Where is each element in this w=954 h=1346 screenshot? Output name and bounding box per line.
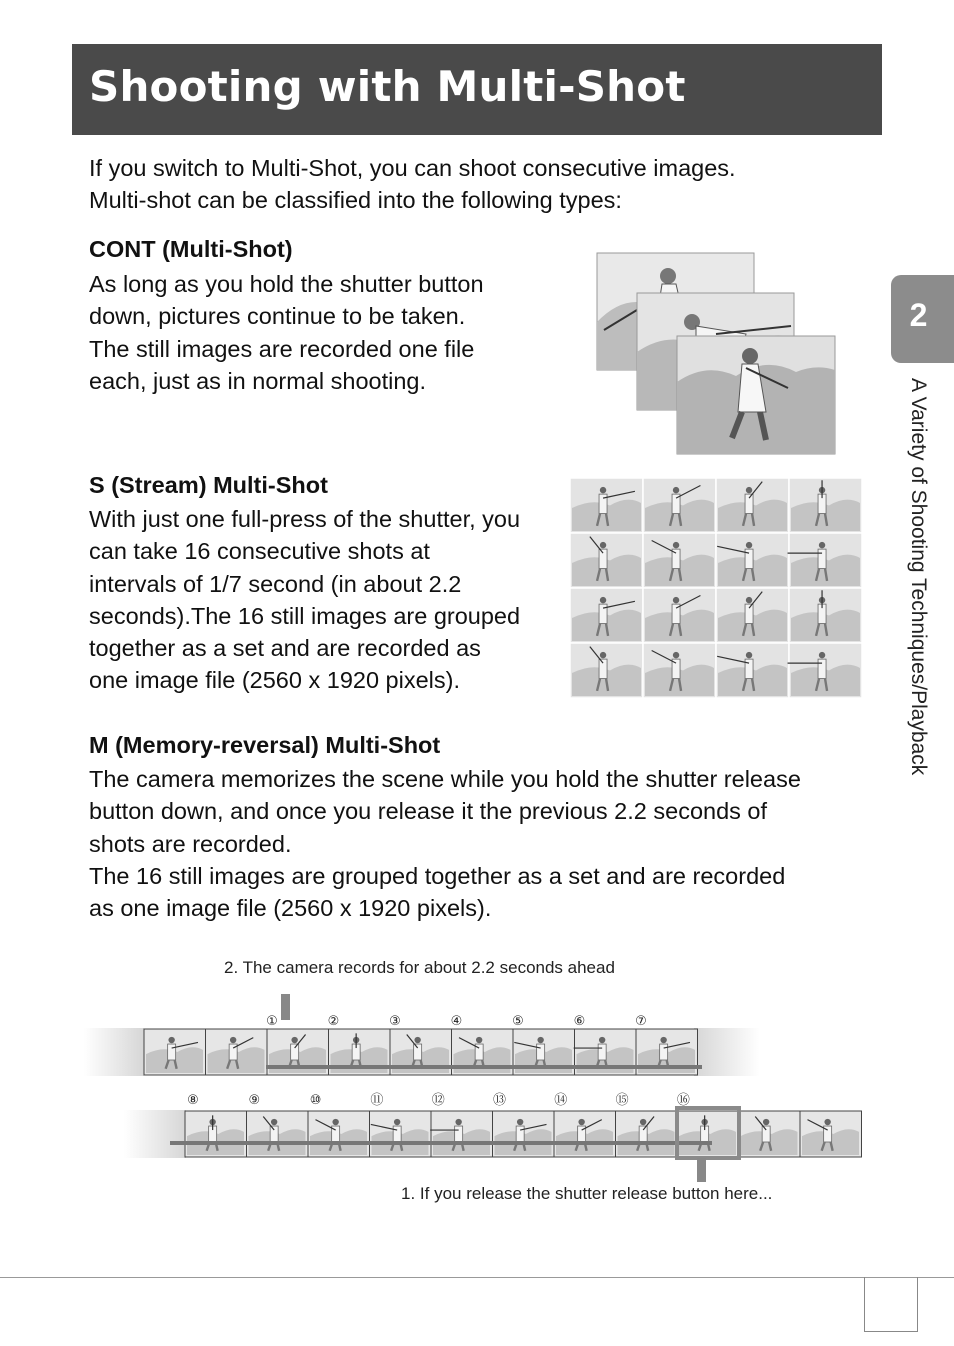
row2-frame-number: ⑫ [431,1093,445,1108]
intro-paragraph [89,152,736,217]
row2-frame-number: ⑧ [187,1093,199,1108]
cont-heading: CONT (Multi-Shot) [89,236,293,262]
cont-line: each, just as in normal shooting. [89,367,427,394]
row1-fade-right [694,1028,760,1076]
stream-grid-image [570,478,862,698]
title-bar [72,44,882,135]
chapter-number: 2 [909,297,928,333]
row2-frame [739,1111,801,1157]
stream-frame [643,478,716,533]
row1-frame-number: ⑥ [573,1014,586,1029]
diagram-caption-top: 2. The camera records for about 2.2 seconds ahead [224,958,615,977]
stream-frame [643,533,716,588]
diagram-caption-bottom: 1. If you release the shutter release button here... [401,1184,773,1203]
intro-line: If you switch to Multi-Shot, you can shoot consecutive images. [89,155,736,181]
stream-frame [643,588,716,643]
memory-line: The camera memorizes the scene while you hold the shutter release [89,766,801,792]
stream-line: With just one full-press of the shutter, you [89,506,521,532]
stream-frame [716,643,789,698]
stream-frame [716,588,789,643]
row2-frame [308,1111,370,1157]
footer-rule [0,1277,954,1278]
row2-frame [185,1111,247,1157]
stream-frame [788,643,862,698]
memory-paragraph [89,763,801,924]
stream-frame [789,478,862,533]
chapter-title: A Variety of Shooting Techniques/Playback [907,378,930,776]
stream-frame [788,533,862,588]
stream-line: can take 16 consecutive shots at [89,538,430,565]
row1-frame-number: ⑤ [512,1014,524,1029]
page-number-box [864,1277,918,1332]
stream-frame [570,643,643,698]
row2-frame-number: ⑪ [370,1093,384,1108]
row2-frame [247,1111,309,1157]
row2-frame [493,1111,555,1157]
row2-frame [800,1111,862,1157]
stream-line: seconds).The 16 still images are grouped [89,602,521,629]
row2-frame-number: ⑨ [248,1093,261,1108]
row1-frame-number: ② [327,1014,340,1029]
cont-photo-3 [677,336,835,454]
row2-fade-left [124,1110,186,1158]
row2-frame [430,1111,492,1157]
row1-fade-left [84,1028,144,1076]
cont-line: down, pictures continue to be taken. [89,303,466,330]
chapter-tab [891,275,954,363]
row2-range-bar [170,1141,712,1145]
stream-frame [716,478,789,533]
stream-heading: S (Stream) Multi-Shot [89,472,328,498]
cont-line: The still images are recorded one file [89,335,475,362]
memory-line: button down, and once you release it the previous 2.2 seconds of [89,798,768,825]
stream-paragraph [89,503,520,697]
memory-heading: M (Memory-reversal) Multi-Shot [89,732,441,758]
release-marker [697,1158,706,1182]
intro-line: Multi-shot can be classified into the following types: [89,187,622,214]
row2-frame-number: ⑮ [615,1093,629,1108]
row2-frame-number: ⑭ [554,1093,568,1108]
cont-illustration [596,252,838,456]
memory-line: The 16 still images are grouped together as a set and are recorded [89,862,786,889]
memory-line: shots are recorded. [89,830,292,857]
cont-line: As long as you hold the shutter button [89,271,484,297]
row1-frame-number: ⑦ [635,1014,647,1029]
row2-frame-number: ⑩ [309,1093,322,1108]
row2-frame-number: ⑬ [492,1093,507,1108]
stream-frame [643,643,716,698]
page-title: Shooting with Multi-Shot [89,62,686,111]
row2-frame [370,1111,432,1157]
row1-frame-number: ④ [450,1014,463,1029]
stream-frame [570,588,643,643]
row2-frame-number: ⑯ [676,1093,690,1108]
stream-frame [570,478,643,533]
row1-frame [144,1029,206,1075]
row1-range-bar [266,1065,702,1069]
memory-reversal-diagram [84,990,874,1186]
row1-frame-number: ① [266,1014,278,1029]
row2-frame [554,1111,616,1157]
row2-frame [677,1111,739,1157]
stream-line: one image file (2560 x 1920 pixels). [89,667,460,694]
stream-frame [570,533,643,588]
row1-frame-number: ③ [389,1014,401,1029]
stream-line: together as a set and are recorded as [89,635,481,662]
memory-line: as one image file (2560 x 1920 pixels). [89,895,492,922]
cont-paragraph [89,268,484,397]
stream-frame [789,588,862,643]
start-marker [281,994,290,1020]
row1-frame [206,1029,268,1075]
stream-line: intervals of 1/7 second (in about 2.2 [89,570,462,597]
row2-frame [616,1111,678,1157]
stream-frame [716,533,789,588]
